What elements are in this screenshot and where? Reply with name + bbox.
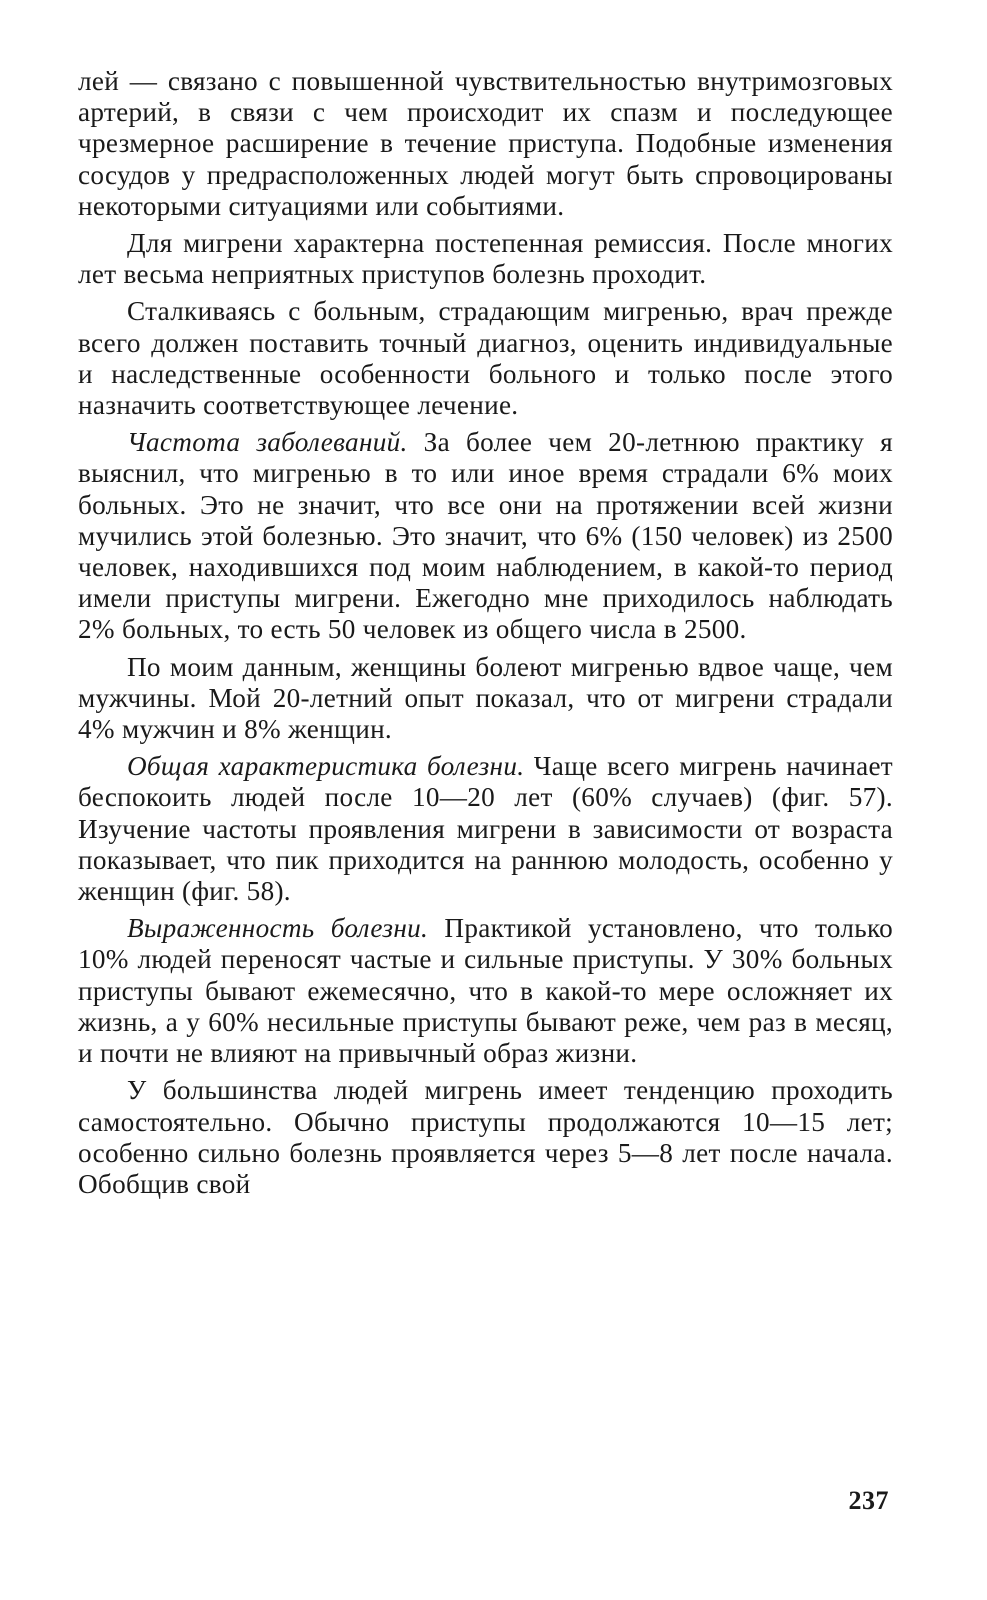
paragraph-3-text: Сталкиваясь с больным, страдающим мигренью, врач прежде всего должен поставить точный диагноз, оценить индивидуальные и наследственные особенности больного и только после этого назначить соответствующее лечение. (78, 296, 893, 421)
paragraph-5-text: По моим данным, женщины болеют мигренью вдвое чаще, чем мужчины. Мой 20-летний опыт показал, что от мигрени страдали 4% мужчин и 8% женщин. (78, 651, 893, 745)
paragraph-4-text: За более чем 20-летнюю практику я выяснил, что мигренью в то или иное время страдали 6% моих больных. Это не значит, что все они на протяжении всей жизни мучились этой болезнью. Это значит, что 6% (150 человек) из 2500 человек, находившихся под моим наблюдением, в какой-то период имели приступы мигрени. Ежегодно мне приходилось наблюдать 2% больных, то есть 50 человек из общего числа в 2500. (78, 427, 893, 645)
paragraph-2 (78, 228, 893, 290)
paragraph-8 (78, 1075, 893, 1200)
paragraph-3 (78, 296, 893, 421)
paragraph-4 (78, 427, 893, 645)
paragraph-6-heading: Общая характеристика болезни. (127, 751, 525, 782)
paragraph-1 (78, 66, 893, 222)
paragraph-1-text: лей — связано с повышенной чувствительностью внутримозговых артерий, в связи с чем происходит их спазм и последующее чрезмерное расширение в течение приступа. Подобные изменения сосудов у предрасположенных людей могут быть спровоцированы некоторыми ситуациями или событиями. (78, 66, 893, 221)
paragraph-8-text: У большинства людей мигрень имеет тенденцию проходить самостоятельно. Обычно приступы продолжаются 10—15 лет; особенно сильно болезнь проявляется через 5—8 лет после начала. Обобщив свой (78, 1075, 893, 1199)
paragraph-7-text: Практикой установлено, что только 10% людей переносят частые и сильные приступы. У 30% больных приступы бывают ежемесячно, что в какой-то мере осложняет их жизнь, а у 60% несильные приступы бывают реже, чем раз в месяц, и почти не влияют на привычный образ жизни. (78, 913, 893, 1069)
paragraph-7 (78, 913, 893, 1069)
page-body (78, 66, 893, 1200)
paragraph-4-heading: Частота заболеваний. (127, 427, 408, 458)
page-number: 237 (848, 1486, 889, 1515)
paragraph-6-text: Чаще всего мигрень начинает беспокоить людей после 10—20 лет (60% случаев) (фиг. 57). Изучение частоты проявления мигрени в зависимости от возраста показывает, что пик приходится на раннюю молодость, особенно у женщин (фиг. 58). (78, 751, 893, 907)
paragraph-2-text: Для мигрени характерна постепенная ремиссия. После многих лет весьма неприятных приступов болезнь проходит. (78, 228, 893, 290)
paragraph-6 (78, 751, 893, 907)
paragraph-7-heading: Выраженность болезни. (127, 913, 429, 944)
paragraph-5 (78, 652, 893, 746)
